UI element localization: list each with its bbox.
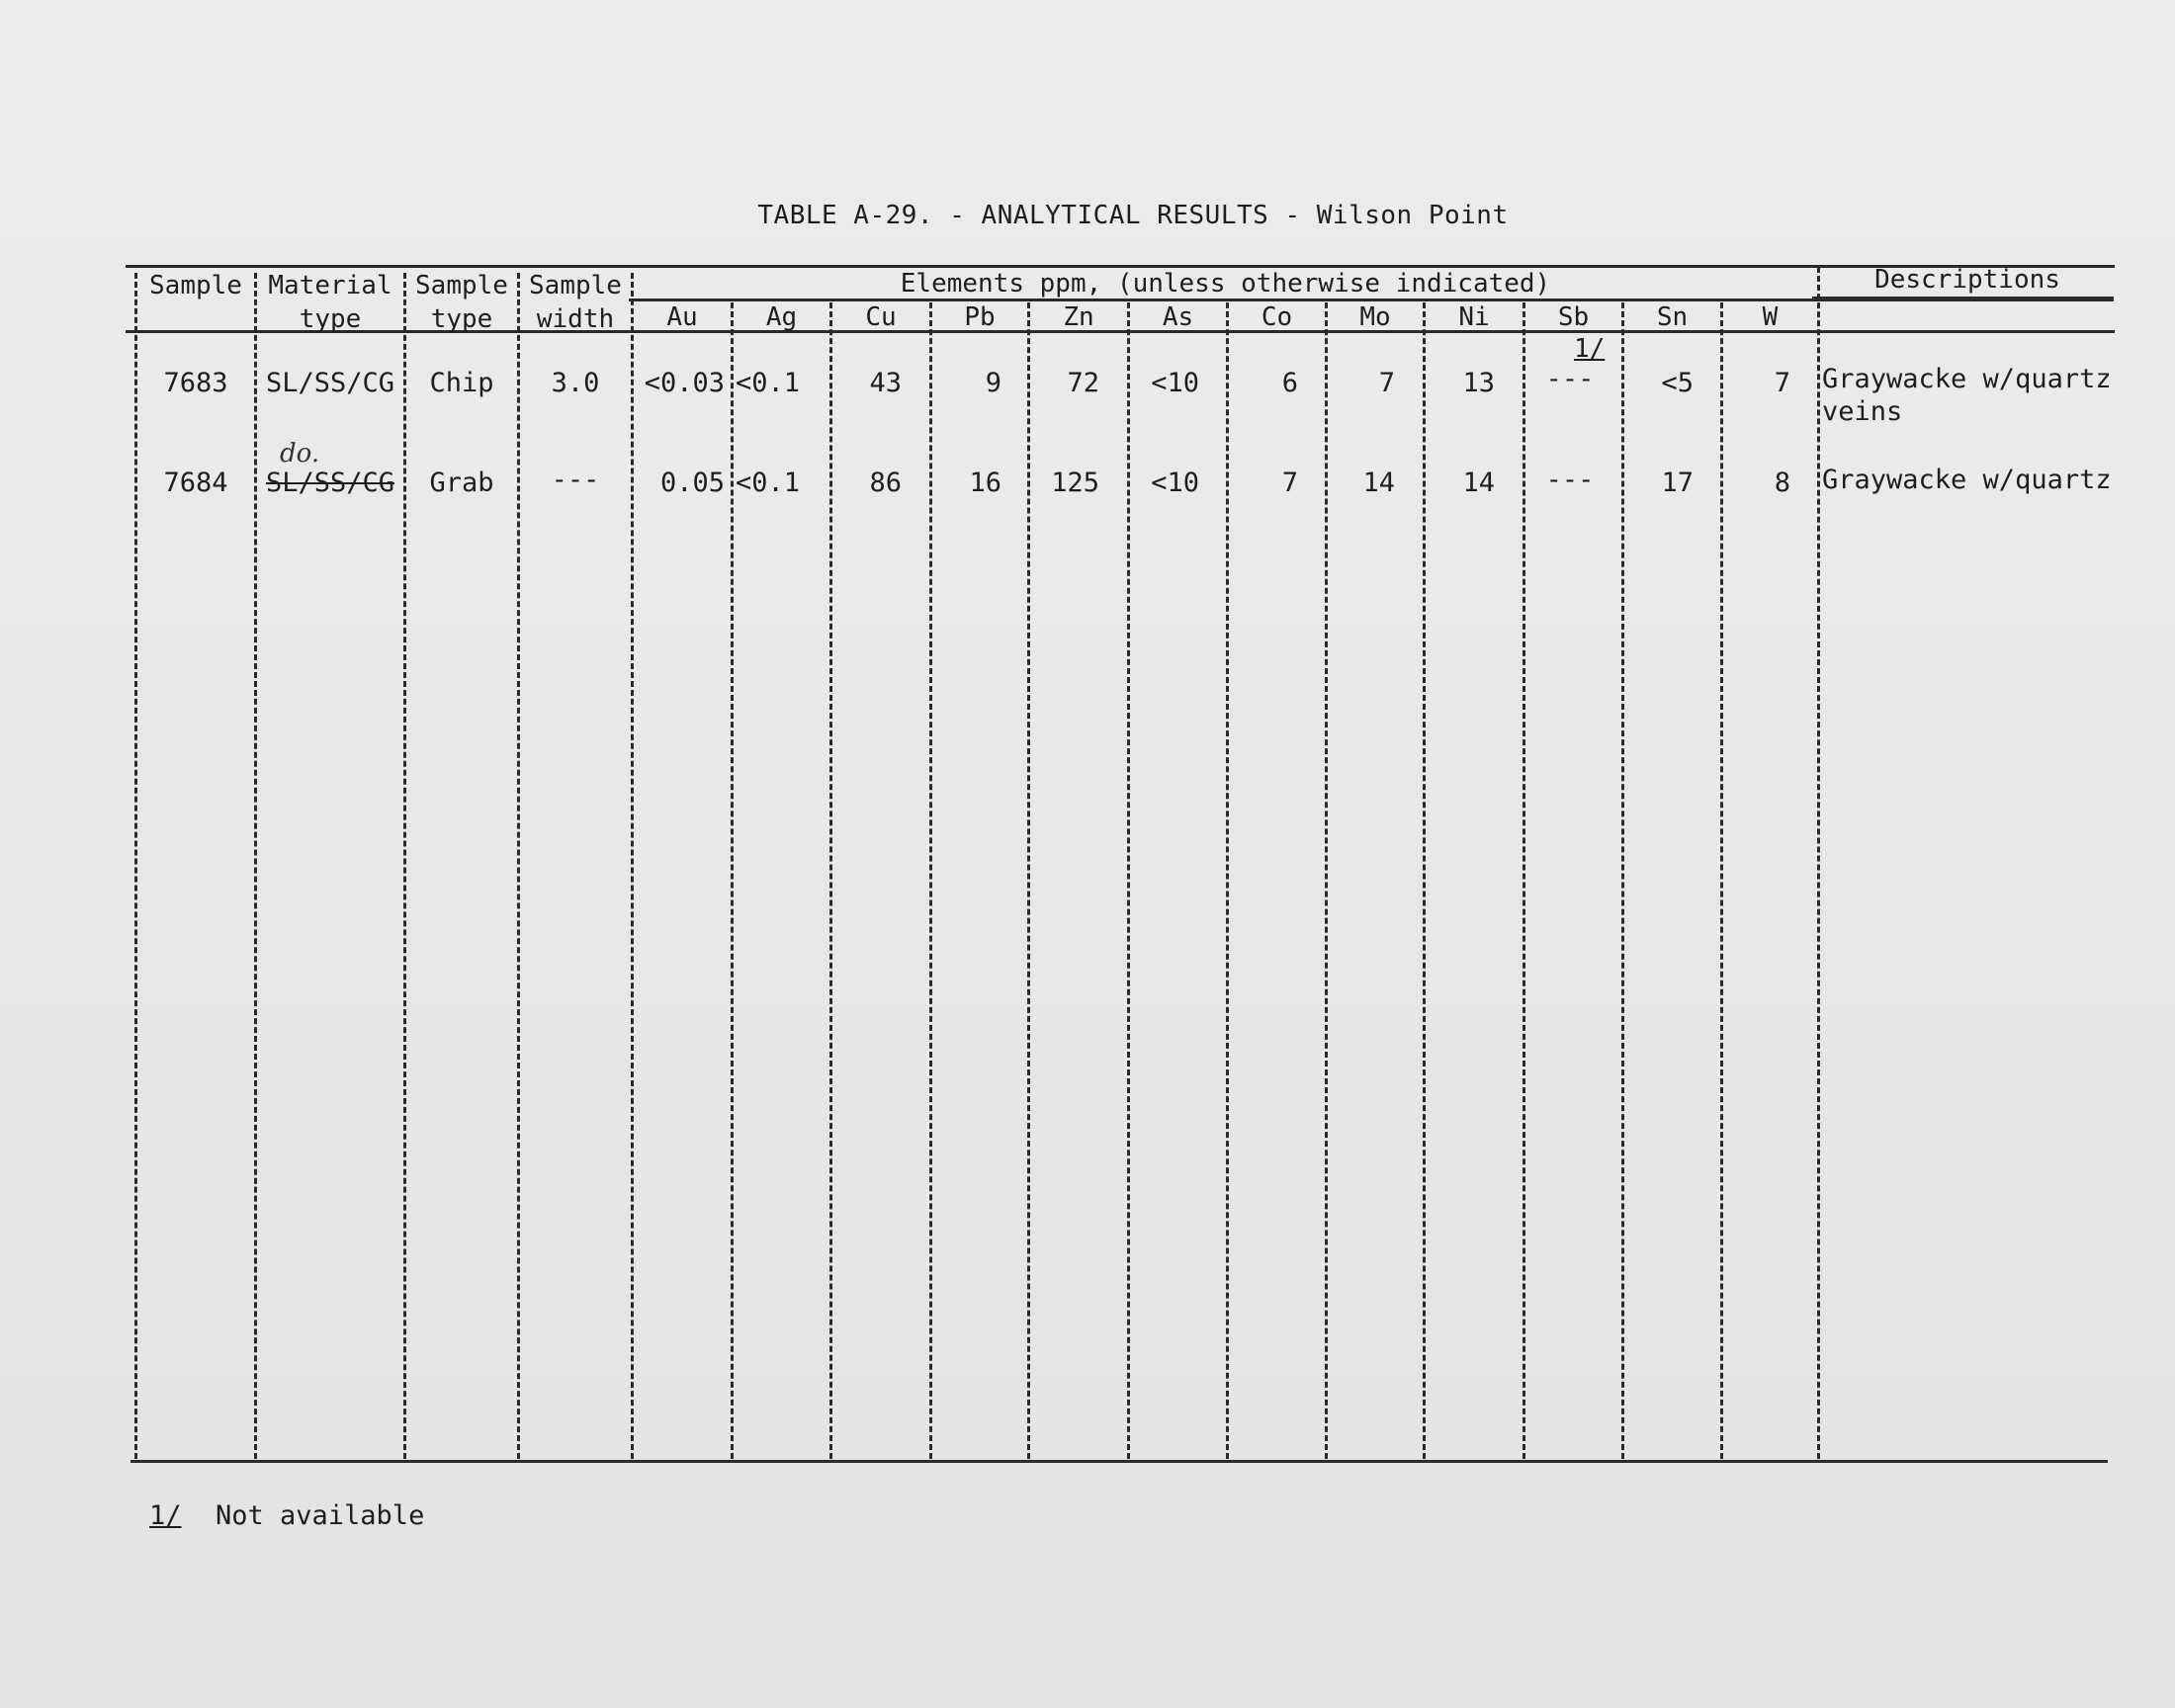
row2-cu: 86	[869, 468, 902, 498]
header-sample-width: Sample	[529, 271, 622, 300]
row1-sample: 7683	[163, 368, 228, 398]
footnote-mark: 1/	[149, 1500, 182, 1531]
header-element-sb: Sb	[1557, 302, 1590, 332]
column-divider	[731, 302, 734, 1459]
header-element-w: W	[1762, 302, 1779, 332]
row2-sample-type: Grab	[429, 468, 494, 498]
header-element-ag: Ag	[765, 302, 798, 332]
row1-width: 3.0	[551, 368, 600, 398]
header-element-ni: Ni	[1458, 302, 1490, 332]
header-element-zn: Zn	[1063, 302, 1094, 332]
table-bottom-rule	[130, 1460, 2108, 1463]
row1-as: <10	[1151, 368, 1199, 398]
column-divider	[631, 273, 634, 1459]
row2-sample: 7684	[163, 468, 228, 498]
header-element-co: Co	[1261, 302, 1293, 332]
header-sample-type: Sample	[415, 271, 508, 300]
row1-description-line1: Graywacke w/quartz	[1822, 364, 2112, 394]
row1-sample-type: Chip	[429, 368, 494, 398]
header-sample-width-2: width	[536, 304, 615, 334]
header-element-cu: Cu	[865, 302, 897, 332]
row2-ag: <0.1	[736, 468, 801, 498]
row2-pb: 16	[969, 468, 1001, 498]
header-element-pb: Pb	[964, 302, 996, 332]
row2-w: 8	[1774, 468, 1790, 498]
row2-zn: 125	[1051, 468, 1099, 498]
row2-material: SL/SS/CG	[265, 468, 395, 498]
row2-sb: ---	[1545, 465, 1595, 495]
column-divider	[403, 273, 406, 1459]
row2-description-line1: Graywacke w/quartz	[1822, 465, 2112, 495]
header-element-sn: Sn	[1656, 302, 1689, 332]
row1-cu: 43	[869, 368, 902, 398]
header-descriptions: Descriptions	[1874, 265, 2060, 295]
column-divider	[254, 273, 257, 1459]
row1-w: 7	[1774, 368, 1790, 398]
header-elements-group: Elements ppm, (unless otherwise indicated)	[900, 269, 1551, 299]
row1-sn: <5	[1661, 368, 1694, 398]
column-divider	[517, 273, 520, 1459]
row1-au: <0.03	[644, 368, 725, 398]
header-element-au: Au	[666, 302, 698, 332]
header-element-mo: Mo	[1359, 302, 1391, 332]
row1-co: 6	[1281, 368, 1298, 398]
row2-mo: 14	[1362, 468, 1395, 498]
column-divider	[1817, 267, 1820, 1459]
row2-au: 0.05	[659, 468, 725, 498]
header-element-as: As	[1162, 302, 1194, 332]
row1-material: SL/SS/CG	[265, 368, 395, 398]
column-divider	[134, 273, 137, 1459]
row2-material-handwritten: do.	[280, 439, 320, 469]
row1-description-line2: veins	[1822, 396, 1903, 427]
row1-ag: <0.1	[736, 368, 801, 398]
row2-as: <10	[1151, 468, 1199, 498]
row2-sn: 17	[1661, 468, 1694, 498]
row1-mo: 7	[1378, 368, 1395, 398]
row2-width: ---	[551, 465, 600, 495]
header-material: Material	[268, 271, 392, 300]
header-sample: Sample	[149, 271, 242, 300]
sb-footnote-mark: 1/	[1574, 334, 1606, 364]
table-title: TABLE A-29. - ANALYTICAL RESULTS - Wilson Point	[757, 201, 1509, 230]
row1-pb: 9	[985, 368, 1001, 398]
row2-co: 7	[1281, 468, 1298, 498]
descriptions-subheader-rule	[1812, 297, 2114, 299]
header-material-2: type	[299, 304, 362, 334]
row1-sb: ---	[1545, 364, 1595, 394]
row1-ni: 13	[1462, 368, 1495, 398]
footnote-text: Not available	[216, 1500, 425, 1531]
header-sample-type-2: type	[430, 304, 493, 334]
row1-zn: 72	[1067, 368, 1099, 398]
row2-ni: 14	[1462, 468, 1495, 498]
